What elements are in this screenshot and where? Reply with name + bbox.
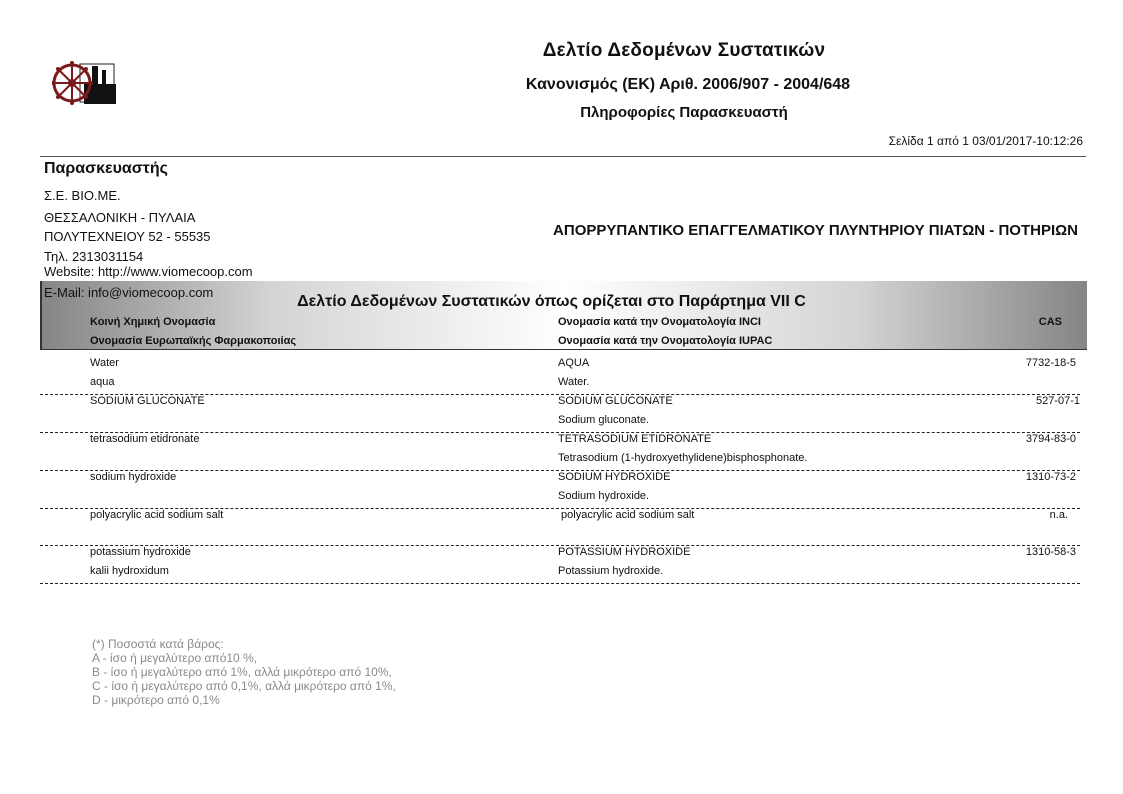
footnote-line-d: D - μικρότερο από 0,1% [92, 693, 220, 707]
regulation-line: Κανονισμός (ΕΚ) Αριθ. 2006/907 - 2004/648 [525, 76, 851, 93]
product-name: ΑΠΟΡΡΥΠΑΝΤΙΚΟ ΕΠΑΓΓΕΛΜΑΤΙΚΟΥ ΠΛΥΝΤΗΡΙΟΥ ΠΙΑΤΩΝ - ΠΟΤΗΡΙΩΝ [553, 222, 1078, 239]
inci-name: polyacrylic acid sodium salt [558, 509, 695, 521]
iupac-name: Potassium hydroxide. [558, 565, 664, 577]
common-name: SODIUM GLUCONATE [90, 395, 205, 407]
pharma-name: kalii hydroxidum [90, 565, 169, 577]
common-name: potassium hydroxide [90, 546, 191, 558]
inci-name: POTASSIUM HYDROXIDE [558, 546, 691, 558]
cas-number: 7732-18-5 [1025, 357, 1076, 369]
cas-number: 1310-58-3 [1025, 546, 1076, 558]
common-name: Water [90, 357, 119, 369]
header-divider [40, 156, 1086, 157]
column-header-pharmacopoeia: Ονομασία Ευρωπαϊκής Φαρμακοποιίας [90, 335, 297, 347]
common-name: sodium hydroxide [90, 471, 177, 483]
iupac-name: Water. [558, 376, 590, 388]
footnote-heading: (*) Ποσοστά κατά βάρος: [92, 637, 224, 651]
column-header-common-name: Κοινή Χημική Ονομασία [90, 316, 216, 328]
cas-number: 3794-83-0 [1025, 433, 1076, 445]
footnote-line-c: C - ίσο ή μεγαλύτερο από 0,1%, αλλά μικρότερο από 1%, [92, 679, 396, 693]
row-divider [40, 583, 1080, 584]
inci-name: SODIUM GLUCONATE [558, 395, 673, 407]
manufacturer-heading: Παρασκευαστής [44, 160, 168, 177]
column-header-iupac: Ονομασία κατά την Ονοματολογία IUPAC [558, 335, 773, 347]
iupac-name: Tetrasodium (1-hydroxyethylidene)bisphosphonate. [558, 452, 808, 464]
iupac-name: Sodium gluconate. [558, 414, 650, 426]
column-header-inci: Ονομασία κατά την Ονοματολογία INCI [558, 316, 761, 328]
iupac-name: Sodium hydroxide. [558, 490, 650, 502]
column-header-cas: CAS [1038, 316, 1062, 328]
section-title: Πληροφορίες Παρασκευαστή [580, 104, 788, 121]
manufacturer-phone: Τηλ. 2313031154 [44, 249, 144, 264]
footnote-line-b: B - ίσο ή μεγαλύτερο από 1%, αλλά μικρότερο από 10%, [92, 665, 392, 679]
common-name: polyacrylic acid sodium salt [90, 509, 224, 521]
inci-name: TETRASODIUM ETIDRONATE [558, 433, 712, 445]
inci-name: AQUA [558, 357, 590, 369]
cas-number: 1310-73-2 [1025, 471, 1076, 483]
manufacturer-email: E-Mail: info@viomecoop.com [44, 285, 214, 300]
table-title: Δελτίο Δεδομένων Συστατικών όπως ορίζεται στο Παράρτημα VII C [297, 293, 806, 310]
inci-name: SODIUM HYDROXIDE [558, 471, 671, 483]
footnote-line-a: A - ίσο ή μεγαλύτερο από10 %, [92, 651, 258, 665]
common-name: tetrasodium etidronate [90, 433, 200, 445]
manufacturer-website: Website: http://www.viomecoop.com [44, 264, 253, 279]
document-title: Δελτίο Δεδομένων Συστατικών [542, 40, 826, 61]
manufacturer-city: ΘΕΣΣΑΛΟΝΙΚΗ - ΠΥΛΑΙΑ [44, 210, 196, 225]
cas-number: 527-07-1 [1035, 395, 1080, 407]
page-info: Σελίδα 1 από 1 03/01/2017-10:12:26 [888, 134, 1083, 148]
manufacturer-address: ΠΟΛΥΤΕΧΝΕΙΟΥ 52 - 55535 [44, 229, 211, 244]
manufacturer-name: Σ.Ε. ΒΙΟ.ΜΕ. [44, 188, 121, 203]
pharma-name: aqua [90, 376, 115, 388]
cas-number: n.a. [1049, 509, 1068, 521]
